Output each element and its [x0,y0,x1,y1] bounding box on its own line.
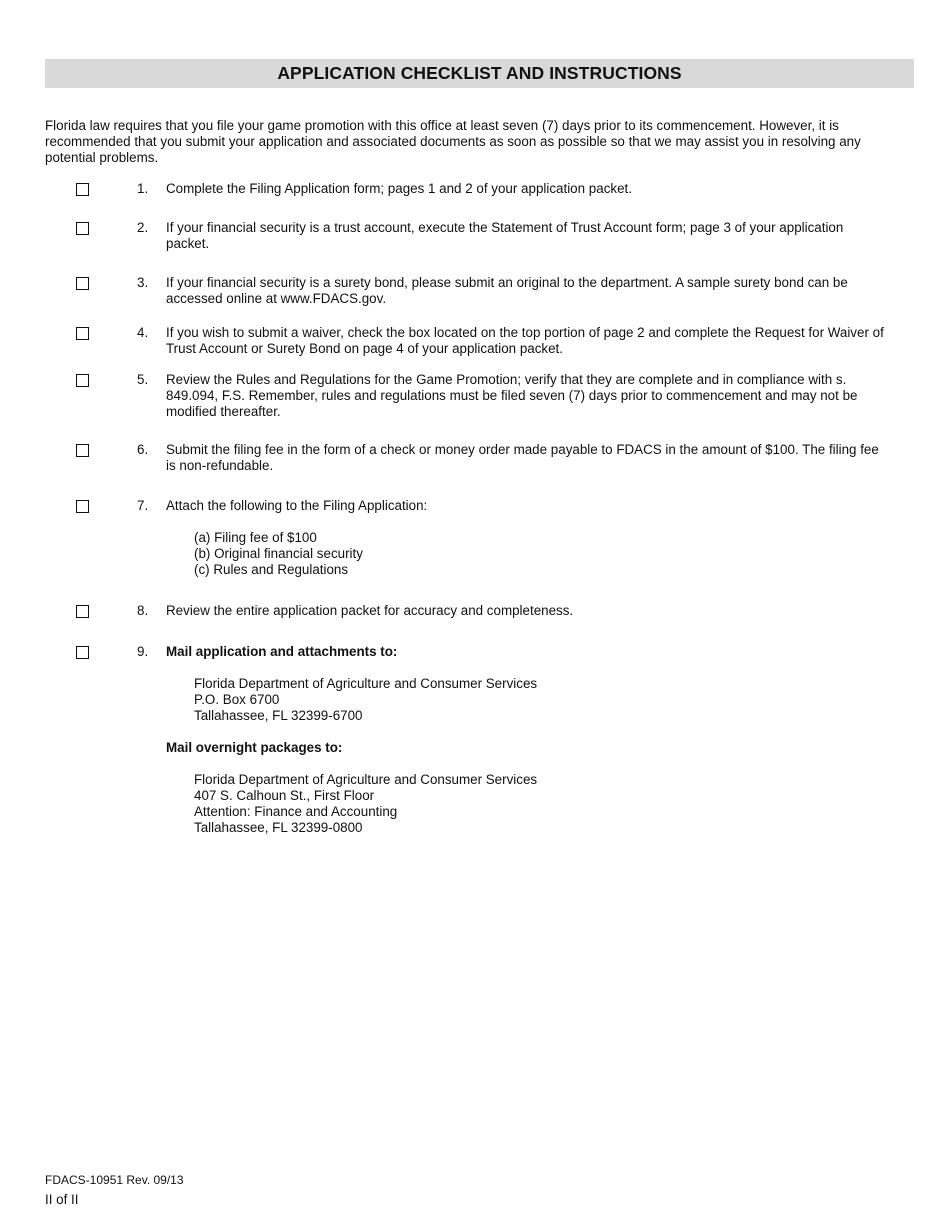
checkbox-item-3[interactable] [76,277,89,290]
overnight-heading: Mail overnight packages to: [166,740,343,755]
mail-address-line: P.O. Box 6700 [194,692,280,707]
item-number: 1. [137,181,149,196]
attachment-item: (b) Original financial security [194,546,363,561]
mail-address-line: Tallahassee, FL 32399-6700 [194,708,363,723]
overnight-address-line: 407 S. Calhoun St., First Floor [194,788,375,803]
item-number: 8. [137,603,149,618]
item-number: 3. [137,275,149,290]
checkbox-item-6[interactable] [76,444,89,457]
intro-paragraph: Florida law requires that you file your game promotion with this office at least seven (7) days prior to its commencement. However, it is recommended that you submit your application and associated documents as soon as possible so that we may assist you in resolving any potential problems. [45,118,861,165]
item-number: 2. [137,220,149,235]
checkbox-item-9[interactable] [76,646,89,659]
attachment-item: (a) Filing fee of $100 [194,530,317,545]
item-text: If you wish to submit a waiver, check the box located on the top portion of page 2 and complete the Request for Waiver of Trust Account or Surety Bond on page 4 of your application packet. [166,325,884,356]
checkbox-item-8[interactable] [76,605,89,618]
page-number: II of II [45,1192,79,1207]
form-id: FDACS-10951 Rev. 09/13 [45,1173,184,1187]
item-number: 9. [137,644,149,659]
item-text: Review the entire application packet for accuracy and completeness. [166,603,574,618]
checkbox-item-1[interactable] [76,183,89,196]
page-title: APPLICATION CHECKLIST AND INSTRUCTIONS [277,63,682,83]
item-number: 7. [137,498,149,513]
item-text: If your financial security is a trust account, execute the Statement of Trust Account form; page 3 of your application packet. [166,220,844,251]
item-text: Review the Rules and Regulations for the Game Promotion; verify that they are complete and in compliance with s. 849.094, F.S. Remember, rules and regulations must be filed seven (7) days prior to commencement and may not be modified thereafter. [166,372,858,419]
mail-heading: Mail application and attachments to: [166,644,398,659]
item-number: 6. [137,442,149,457]
item-number: 5. [137,372,149,387]
overnight-address-line: Attention: Finance and Accounting [194,804,398,819]
item-text: If your financial security is a surety bond, please submit an original to the department. A sample surety bond can be accessed online at www.FDACS.gov. [166,275,848,306]
item-number: 4. [137,325,149,340]
overnight-address-line: Tallahassee, FL 32399-0800 [194,820,363,835]
checkbox-item-2[interactable] [76,222,89,235]
title-bar [45,59,914,88]
item-text: Submit the filing fee in the form of a check or money order made payable to FDACS in the amount of $100. The filing fee is non-refundable. [166,442,879,473]
checkbox-item-4[interactable] [76,327,89,340]
attachment-item: (c) Rules and Regulations [194,562,349,577]
mail-address-line: Florida Department of Agriculture and Consumer Services [194,676,538,691]
checkbox-item-5[interactable] [76,374,89,387]
overnight-address-line: Florida Department of Agriculture and Consumer Services [194,772,538,787]
item-text: Attach the following to the Filing Application: [166,498,428,513]
item-text: Complete the Filing Application form; pages 1 and 2 of your application packet. [166,181,632,196]
checkbox-item-7[interactable] [76,500,89,513]
